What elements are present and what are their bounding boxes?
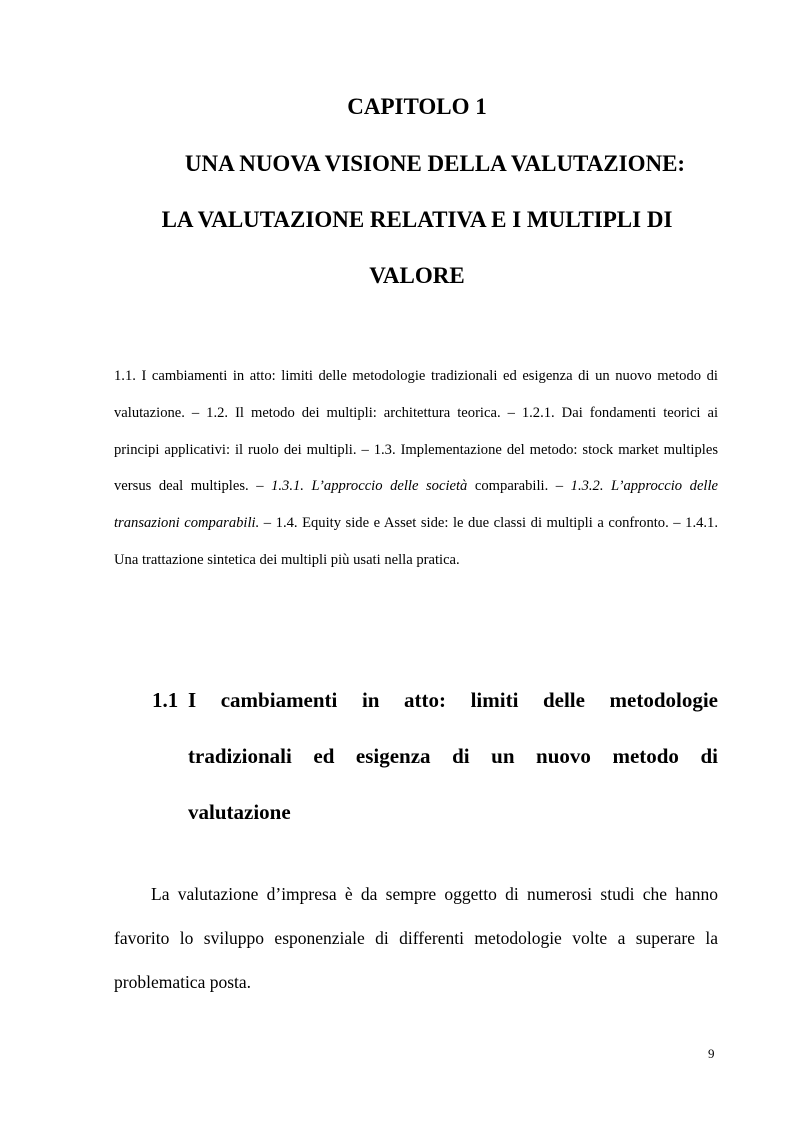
chapter-title-line-1: UNA NUOVA VISIONE DELLA VALUTAZIONE:	[184, 151, 686, 176]
summary-italic-2: 1.3.2. L’approccio delle transazioni comparabili.	[114, 478, 719, 532]
summary-text-1: 1.1. I cambiamenti in atto: limiti delle metodologie tradizionali ed esigenza di un nuovo metodo di valutazione. – 1.2. Il metodo dei multipli: architettura teorica. – 1.2.1. Dai fondamenti teorici ai principi applicativi: il ruolo dei multipli. – 1.3. Implementazione del metodo: stock market multiples versus deal multiples. –	[114, 368, 718, 495]
section-title-line-1: I cambiamenti in atto: limiti delle metodologie	[188, 688, 718, 712]
section-heading-line-1	[152, 672, 718, 728]
section-title-line-3: valutazione	[188, 800, 291, 824]
page-number: 9	[708, 1046, 715, 1061]
summary-text-2: comparabili. –	[467, 478, 571, 495]
chapter-title-line-2: LA VALUTAZIONE RELATIVA E I MULTIPLI DI	[161, 207, 673, 232]
summary-text-3: – 1.4. Equity side e Asset side: le due classi di multipli a confronto. – 1.4.1. Una trattazione sintetica dei multipli più usati nella pratica.	[114, 515, 718, 568]
chapter-title-line-3: VALORE	[369, 263, 465, 288]
chapter-label: CAPITOLO 1	[347, 94, 487, 119]
chapter-summary	[114, 358, 718, 579]
section-number: 1.1	[152, 688, 179, 712]
body-paragraph: La valutazione d’impresa è da sempre oggetto di numerosi studi che hanno favorito lo sviluppo esponenziale di differenti metodologie volte a superare la problematica posta.	[114, 884, 718, 992]
summary-italic-1: 1.3.1. L’approccio delle società	[271, 478, 468, 495]
section-title-line-2: tradizionali ed esigenza di un nuovo metodo di	[188, 744, 718, 768]
section-heading	[152, 672, 718, 840]
